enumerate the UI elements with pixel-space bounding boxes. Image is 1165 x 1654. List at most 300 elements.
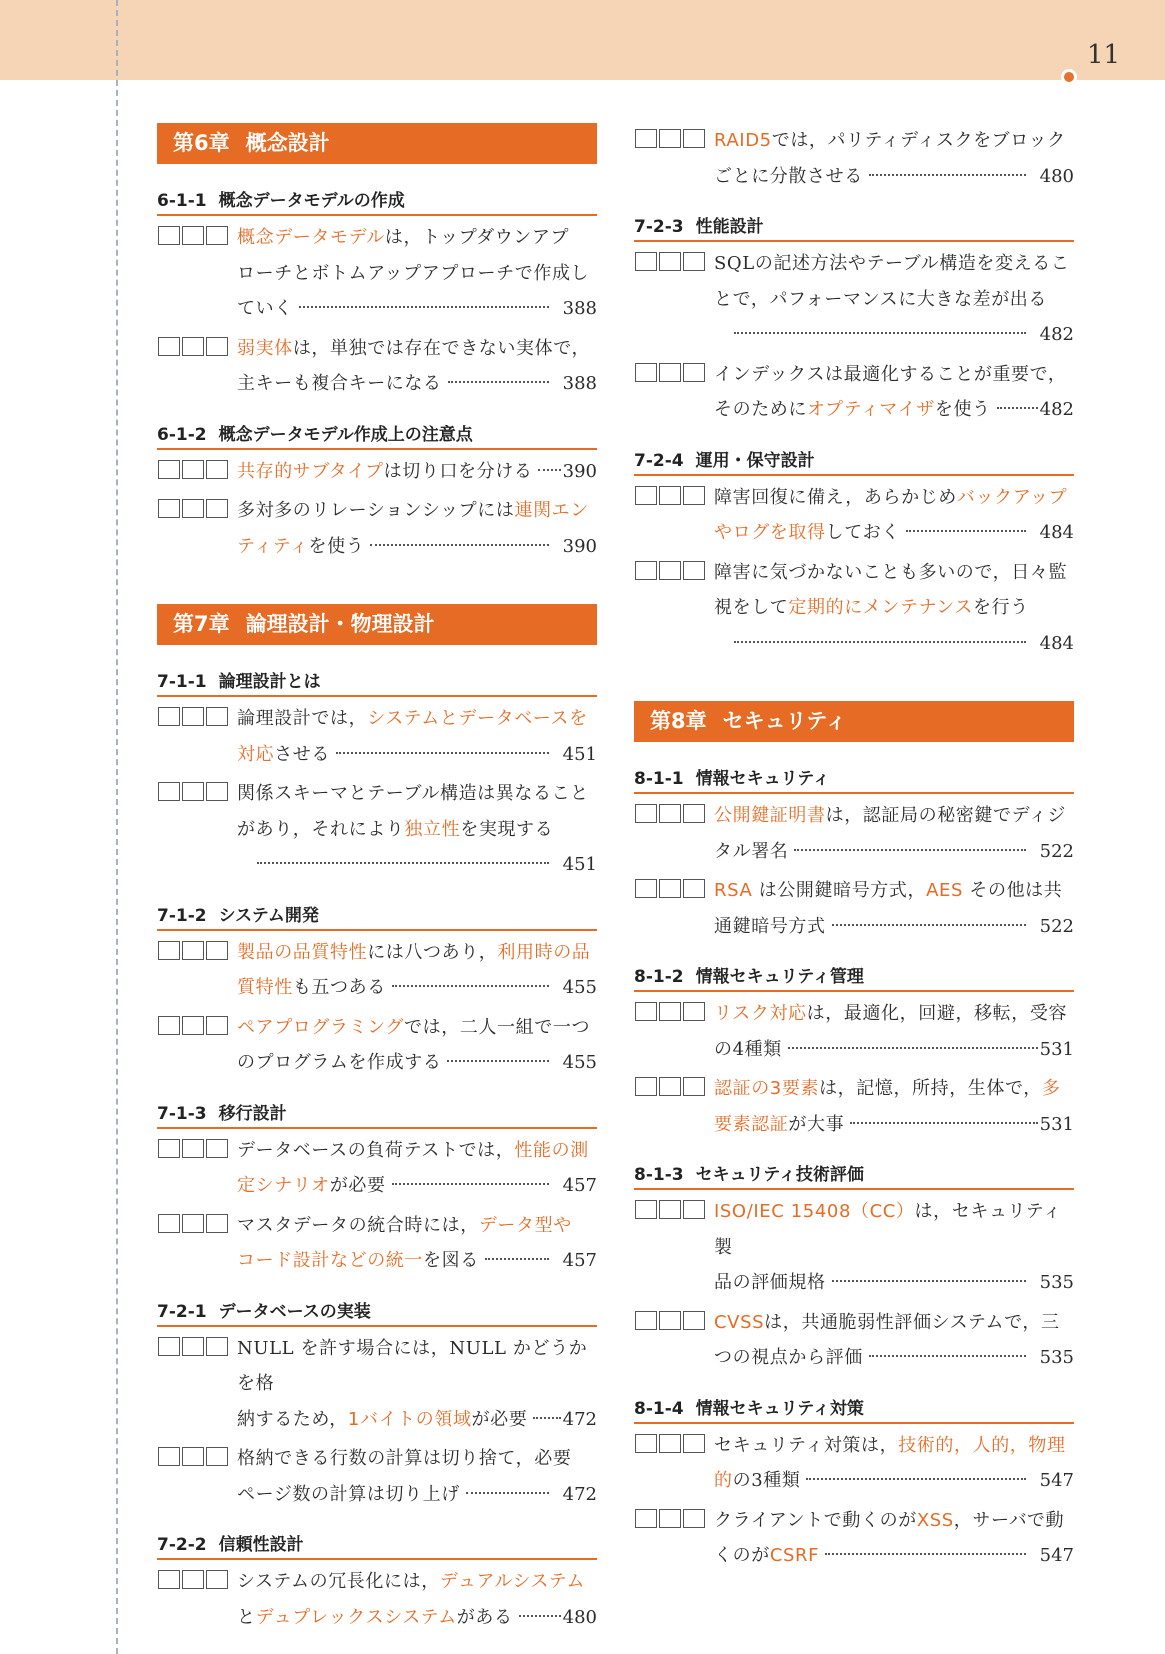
item-text: [237, 1402, 527, 1438]
checkbox[interactable]: [683, 1311, 705, 1330]
checkbox[interactable]: [635, 1434, 657, 1453]
item-text: は，単独では存在できない実体で，: [292, 337, 591, 359]
checkbox[interactable]: [683, 1002, 705, 1021]
page-ref-number: 388: [562, 298, 597, 319]
item-text: があり，それにより: [237, 818, 405, 840]
page-ref-number: 480: [562, 1606, 597, 1628]
checkbox[interactable]: [158, 1447, 180, 1466]
item-line: [237, 812, 597, 848]
dot-leader: [533, 1417, 560, 1419]
review-checkboxes: [158, 1447, 228, 1466]
item-text: ページ数の計算は切り上げ: [237, 1483, 460, 1505]
dot-leader: [336, 752, 549, 754]
checkbox[interactable]: [206, 782, 228, 801]
item-line: [237, 331, 597, 367]
checklist-item: [157, 701, 597, 772]
checkbox[interactable]: [635, 879, 657, 898]
checklist-item: [634, 1305, 1074, 1376]
checkbox[interactable]: [635, 561, 657, 580]
dot-leader: [466, 1492, 549, 1494]
item-text: [237, 529, 364, 565]
key-term: 性能の測: [514, 1139, 589, 1161]
item-text: クライアントで動くのが: [714, 1509, 917, 1531]
checkbox[interactable]: [683, 804, 705, 823]
item-line: [714, 873, 1074, 909]
dot-leader: [832, 924, 1026, 926]
checkbox[interactable]: [206, 941, 228, 960]
checkbox[interactable]: [158, 1214, 180, 1233]
checkbox[interactable]: [659, 363, 681, 382]
item-text: は，最適化，回避，移転，受容: [806, 1003, 1068, 1024]
checkbox[interactable]: [659, 252, 681, 271]
page-ref-number: 547: [1039, 1470, 1074, 1491]
checkbox[interactable]: [635, 363, 657, 382]
item-text: ，サーバで動: [953, 1509, 1065, 1531]
key-term: データ型や: [478, 1214, 572, 1236]
key-term: リスク対応: [714, 1003, 807, 1024]
page-reference: [237, 847, 597, 883]
checkbox[interactable]: [158, 782, 180, 801]
item-text: も五つある: [292, 977, 386, 998]
page-ref-number: 484: [1039, 522, 1074, 543]
item-text: [237, 1600, 513, 1636]
checkbox[interactable]: [635, 1077, 657, 1096]
section-heading: [634, 966, 1074, 992]
chapter-number: 第8章: [650, 709, 707, 733]
page-reference: [237, 970, 597, 1006]
key-term: システムとデータベースを: [367, 708, 588, 729]
section-number: 8-1-2: [634, 967, 684, 987]
item-text: を実現する: [460, 818, 554, 840]
key-term: コード設計などの統一: [237, 1250, 423, 1271]
key-term: 質特性: [237, 977, 293, 998]
review-checkboxes: [635, 1509, 705, 1528]
review-checkboxes: [158, 941, 228, 960]
item-text: [714, 1463, 800, 1499]
item-line: SQLの記述方法やテーブル構造を変えるこ: [714, 253, 1070, 274]
key-term: デュアルシステム: [439, 1571, 586, 1592]
checkbox[interactable]: [158, 1570, 180, 1589]
section: [634, 1398, 1074, 1574]
review-checkboxes: [635, 561, 705, 580]
key-term: ティティ: [237, 535, 309, 557]
chapter-title: 論理設計・物理設計: [245, 612, 435, 636]
dot-leader: [869, 174, 1026, 176]
dot-leader: [257, 862, 549, 864]
section-heading: [157, 190, 597, 216]
section: [634, 123, 1074, 194]
section-title: 論理設計とは: [218, 672, 321, 692]
checkbox[interactable]: [158, 460, 180, 479]
page-ref-number: 522: [1039, 915, 1074, 937]
item-text: を行う: [972, 597, 1029, 618]
page-ref-number: 390: [562, 535, 597, 557]
section-heading: [634, 1164, 1074, 1190]
checklist-item: [157, 1564, 597, 1635]
checkbox[interactable]: [659, 561, 681, 580]
checkbox[interactable]: [182, 1214, 204, 1233]
review-checkboxes: [158, 226, 228, 245]
item-line: [237, 935, 597, 971]
checklist-item: [634, 246, 1074, 353]
item-text: は，記憶，所持，生体で，: [819, 1078, 1042, 1099]
checkbox[interactable]: [683, 561, 705, 580]
dot-leader: [832, 1280, 1026, 1282]
review-checkboxes: [158, 337, 228, 356]
checkbox[interactable]: [158, 1139, 180, 1158]
checkbox[interactable]: [683, 1077, 705, 1096]
item-text: 品の評価規格: [714, 1272, 826, 1293]
checklist-item: [634, 555, 1074, 662]
item-text: ごとに分散させる: [714, 165, 863, 187]
checkbox[interactable]: [635, 1509, 657, 1528]
key-term: RSA: [714, 880, 753, 901]
page-reference: [714, 1265, 1074, 1301]
checkbox[interactable]: [683, 252, 705, 271]
page-reference: [237, 1045, 597, 1081]
section-title: システム開発: [218, 905, 319, 926]
dot-leader: [448, 381, 549, 383]
checkbox[interactable]: [182, 337, 204, 356]
checkbox[interactable]: [182, 1139, 204, 1158]
section-number: 8-1-4: [634, 1398, 684, 1419]
page-reference: [714, 1032, 1074, 1068]
key-term: 弱実体: [237, 337, 293, 359]
checklist-item: [157, 935, 597, 1006]
item-line: [237, 1010, 597, 1046]
item-text: 障害回復に備え，あらかじめ: [714, 486, 957, 508]
key-term: 連関エン: [514, 500, 589, 521]
item-text: [714, 515, 900, 551]
page-ref-number: 472: [562, 1408, 597, 1430]
section: [634, 216, 1074, 428]
checkbox[interactable]: [659, 879, 681, 898]
page-reference: [714, 834, 1074, 870]
page-ref-number: 547: [1039, 1545, 1074, 1566]
page-ref-number: 472: [562, 1483, 597, 1505]
dot-leader: [788, 1047, 1038, 1049]
item-text: くのが: [714, 1545, 770, 1566]
page-reference: [714, 1340, 1074, 1376]
checkbox[interactable]: [683, 486, 705, 505]
page-ref-number: 531: [1039, 1113, 1074, 1135]
section-number: 6-1-2: [157, 424, 207, 445]
checkbox[interactable]: [659, 486, 681, 505]
checkbox[interactable]: [635, 804, 657, 823]
review-checkboxes: [635, 1200, 705, 1219]
section-number: 7-2-1: [157, 1301, 207, 1322]
page-reference: [237, 737, 597, 773]
section-title: 情報セキュリティ: [695, 769, 830, 789]
item-text: を使う: [308, 535, 365, 557]
checkbox[interactable]: [206, 460, 228, 479]
checklist-item: [634, 1503, 1074, 1574]
page-ref-number: 455: [562, 1052, 597, 1073]
key-term: 概念データモデル: [237, 227, 385, 248]
checkbox[interactable]: [659, 129, 681, 148]
section: [157, 905, 597, 1081]
checklist-item: [634, 873, 1074, 944]
item-text: が必要: [329, 1175, 386, 1196]
checklist-item: [634, 1071, 1074, 1142]
chapter-heading: [157, 604, 597, 645]
item-text: では，二人一組で一つ: [404, 1016, 591, 1038]
left-column: [157, 123, 597, 1635]
item-text: の3種類: [732, 1470, 801, 1491]
page-ref-number: 535: [1039, 1347, 1074, 1368]
checkbox[interactable]: [206, 1447, 228, 1466]
key-term: CVSS: [714, 1311, 765, 1333]
key-term: AES: [926, 880, 964, 901]
page-ref-number: 531: [1039, 1038, 1074, 1060]
page-ref-number: 457: [562, 1175, 597, 1196]
chapter-title: 概念設計: [245, 131, 330, 155]
checkbox[interactable]: [206, 1214, 228, 1233]
checkbox[interactable]: [659, 1311, 681, 1330]
checkbox[interactable]: [182, 1447, 204, 1466]
page-reference: [714, 909, 1074, 945]
checkbox[interactable]: [206, 337, 228, 356]
checkbox[interactable]: [158, 941, 180, 960]
checklist-item: [634, 996, 1074, 1067]
checkbox[interactable]: [182, 941, 204, 960]
checkbox[interactable]: [659, 1002, 681, 1021]
section-title: 移行設計: [218, 1103, 287, 1124]
checklist-item: [634, 1194, 1074, 1301]
checkbox[interactable]: [659, 1434, 681, 1453]
checkbox[interactable]: [659, 1077, 681, 1096]
key-term: 利用時の品: [497, 941, 591, 963]
item-text: が必要: [471, 1408, 528, 1430]
right-column: [634, 123, 1074, 1574]
checkbox[interactable]: [158, 707, 180, 726]
checkbox[interactable]: [182, 499, 204, 518]
chapter-number: 第6章: [173, 131, 230, 155]
item-text: [714, 392, 991, 428]
dot-leader: [734, 641, 1026, 643]
section: [157, 1301, 597, 1513]
checkbox[interactable]: [683, 1200, 705, 1219]
checkbox[interactable]: [158, 1337, 180, 1356]
checkbox[interactable]: [683, 1434, 705, 1453]
section-number: 6-1-1: [157, 191, 207, 211]
section-number: 8-1-3: [634, 1165, 684, 1185]
item-text: システムの冗長化には，: [237, 1571, 440, 1592]
checkbox[interactable]: [635, 1002, 657, 1021]
checklist-item: [157, 454, 597, 490]
section: [634, 1164, 1074, 1376]
key-term: CSRF: [769, 1545, 820, 1566]
item-text: マスタデータの統合時には，: [237, 1214, 479, 1236]
item-line: [237, 493, 597, 529]
key-term: 技術的，人的，物理: [898, 1434, 1066, 1456]
checkbox[interactable]: [182, 1337, 204, 1356]
item-text: ていく: [237, 298, 293, 319]
checklist-item: [157, 1010, 597, 1081]
item-text: つの視点から評価: [714, 1347, 863, 1368]
item-text: がある: [456, 1606, 513, 1628]
item-text: セキュリティ対策は，: [714, 1434, 899, 1456]
item-line: [714, 590, 1074, 626]
section: [157, 1103, 597, 1279]
checklist-item: [157, 1133, 597, 1204]
checkbox[interactable]: [206, 1337, 228, 1356]
item-text: 多対多のリレーションシップには: [237, 500, 515, 521]
checkbox[interactable]: [683, 129, 705, 148]
checkbox[interactable]: [158, 1016, 180, 1035]
checkbox[interactable]: [158, 226, 180, 245]
checkbox[interactable]: [683, 363, 705, 382]
review-checkboxes: [158, 707, 228, 726]
section-heading: [157, 905, 597, 931]
section: [634, 966, 1074, 1142]
page-reference: [714, 1463, 1074, 1499]
checkbox[interactable]: [683, 1509, 705, 1528]
item-line: [714, 798, 1074, 834]
item-text: のプログラムを作成する: [237, 1052, 442, 1073]
checkbox[interactable]: [635, 1311, 657, 1330]
item-line: [237, 1133, 597, 1169]
section-heading: [157, 1103, 597, 1129]
dot-leader: [806, 1478, 1025, 1480]
review-checkboxes: [635, 486, 705, 505]
checkbox[interactable]: [659, 804, 681, 823]
item-text: 主キーも複合キーになる: [237, 373, 442, 394]
key-term: RAID5: [714, 130, 772, 151]
checkbox[interactable]: [635, 486, 657, 505]
item-text: が大事: [788, 1113, 845, 1135]
item-text: には八つあり，: [367, 941, 498, 963]
page-ref-number: 455: [562, 977, 597, 998]
review-checkboxes: [635, 1434, 705, 1453]
item-text: を図る: [423, 1250, 479, 1271]
item-text: は切り口を分ける: [383, 460, 533, 482]
page-reference: [237, 454, 597, 490]
checkbox[interactable]: [206, 1139, 228, 1158]
chapter-title: セキュリティ: [722, 709, 847, 733]
key-term: デュプレックスシステム: [255, 1606, 457, 1628]
checkbox[interactable]: [158, 337, 180, 356]
item-text: [237, 1168, 386, 1204]
checklist-item: [157, 1331, 597, 1438]
checkbox[interactable]: [182, 460, 204, 479]
item-text: [237, 1243, 479, 1279]
checkbox[interactable]: [659, 1509, 681, 1528]
checkbox[interactable]: [635, 1200, 657, 1219]
dot-leader: [519, 1615, 561, 1617]
page-reference: [237, 1168, 597, 1204]
checkbox[interactable]: [635, 252, 657, 271]
page-reference: [237, 291, 597, 327]
item-text: は，認証局の秘密鍵でディジ: [825, 805, 1066, 826]
checkbox[interactable]: [182, 707, 204, 726]
checkbox[interactable]: [158, 499, 180, 518]
section-title: 情報セキュリティ対策: [695, 1398, 864, 1419]
item-line: [714, 1428, 1074, 1464]
page-reference: [714, 159, 1074, 195]
checkbox[interactable]: [206, 707, 228, 726]
section: [157, 671, 597, 883]
checkbox[interactable]: [206, 499, 228, 518]
key-term: 認証の3要素: [714, 1078, 820, 1099]
review-checkboxes: [158, 1214, 228, 1233]
key-term: 共存的サブタイプ: [237, 460, 384, 482]
checkbox[interactable]: [182, 782, 204, 801]
section-title: セキュリティ技術評価: [695, 1165, 864, 1185]
dot-leader: [299, 306, 549, 308]
section-number: 7-2-4: [634, 450, 684, 471]
checklist-item: [157, 331, 597, 402]
checkbox[interactable]: [182, 1570, 204, 1589]
section-title: 運用・保守設計: [695, 450, 815, 471]
key-term: やログを取得: [714, 522, 826, 543]
section-heading: [157, 1534, 597, 1560]
checklist-item: [157, 776, 597, 883]
item-line: 障害に気づかないことも多いので，日々監: [714, 561, 1068, 583]
dot-leader: [825, 1553, 1026, 1555]
page-reference: [714, 392, 1074, 428]
chapter-number: 第7章: [173, 612, 230, 636]
section: [157, 424, 597, 565]
item-text: [237, 970, 386, 1006]
item-text: は，共通脆弱性評価システムで，三: [764, 1311, 1060, 1333]
review-checkboxes: [635, 363, 705, 382]
checkbox[interactable]: [659, 1200, 681, 1219]
review-checkboxes: [158, 499, 228, 518]
item-text: と: [237, 1606, 256, 1628]
page-ref-number: 451: [562, 743, 597, 765]
item-line: [714, 480, 1074, 516]
page-ref-number: 388: [562, 373, 597, 394]
page-reference: [237, 529, 597, 565]
checkbox[interactable]: [635, 129, 657, 148]
checkbox[interactable]: [182, 226, 204, 245]
section-title: 性能設計: [695, 217, 764, 237]
checkbox[interactable]: [182, 1016, 204, 1035]
key-term: 対応: [237, 743, 275, 765]
review-checkboxes: [635, 1002, 705, 1021]
checkbox[interactable]: [206, 226, 228, 245]
checklist-item: [157, 220, 597, 327]
page-ref-number: 451: [562, 854, 597, 875]
review-checkboxes: [158, 1016, 228, 1035]
key-term: 定シナリオ: [237, 1175, 330, 1196]
section: [634, 450, 1074, 662]
checkbox[interactable]: [206, 1016, 228, 1035]
item-text: [237, 454, 532, 490]
page-reference: [714, 626, 1074, 662]
item-line: [714, 1305, 1074, 1341]
page-marker-dot: [1061, 69, 1077, 85]
key-term: ペアプログラミング: [237, 1016, 405, 1038]
item-text: させる: [274, 743, 331, 765]
dot-leader: [794, 849, 1025, 851]
page-reference: [237, 1600, 597, 1636]
item-line: [714, 1194, 1074, 1265]
dot-leader: [850, 1122, 1037, 1124]
checkbox[interactable]: [683, 879, 705, 898]
page-reference: [237, 1402, 597, 1438]
checkbox[interactable]: [206, 1570, 228, 1589]
item-line: [714, 996, 1074, 1032]
section-heading: [634, 768, 1074, 794]
item-line: とで，パフォーマンスに大きな差が出る: [714, 288, 1047, 310]
checklist-item: [157, 1208, 597, 1279]
dot-leader: [734, 332, 1026, 334]
page-reference: [714, 317, 1074, 353]
key-term: バックアップ: [956, 486, 1068, 508]
item-text: を使う: [934, 399, 991, 420]
